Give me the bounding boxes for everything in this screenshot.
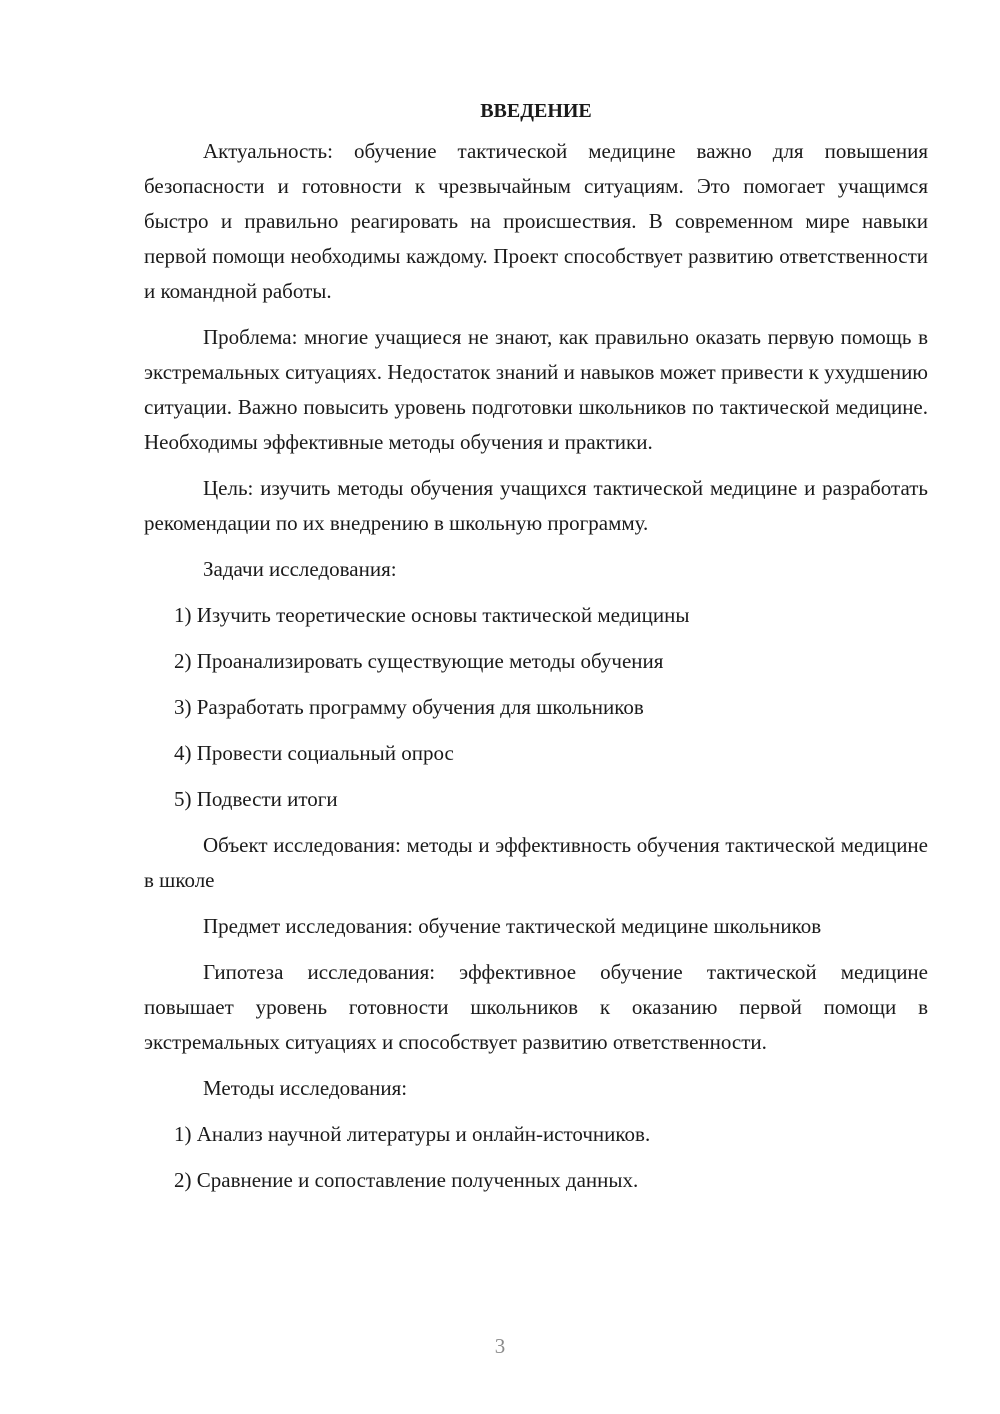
goal-paragraph: Цель: изучить методы обучения учащихся тактической медицине и разработать рекомендации по их внедрению в школьную программу. (144, 476, 928, 535)
object-paragraph: Объект исследования: методы и эффективность обучения тактической медицине в школе (144, 833, 928, 892)
subject-paragraph: Предмет исследования: обучение тактической медицине школьников (203, 914, 822, 938)
relevance-paragraph: Актуальность: обучение тактической медицине важно для повышения безопасности и готовности к чрезвычайным ситуациям. Это помогает учащимся быстро и правильно реагировать на происшествия. В современном мире навыки первой помощи необходимы каждому. Проект способствует развитию ответственности и командной работы. (144, 139, 928, 303)
methods-title: Методы исследования: (203, 1076, 408, 1100)
hypothesis-paragraph: Гипотеза исследования: эффективное обучение тактической медицине повышает уровень готовности школьников к оказанию первой помощи в экстремальных ситуациях и способствует развитию ответственности. (144, 960, 928, 1054)
task-item: 1) Изучить теоретические основы тактической медицины (174, 603, 690, 627)
task-item: 4) Провести социальный опрос (174, 741, 454, 765)
section-heading: ВВЕДЕНИЕ (480, 100, 592, 122)
problem-paragraph: Проблема: многие учащиеся не знают, как правильно оказать первую помощь в экстремальных ситуациях. Недостаток знаний и навыков может привести к ухудшению ситуации. Важно повысить уровень подготовки школьников по тактической медицине. Необходимы эффективные методы обучения и практики. (144, 325, 928, 454)
task-item: 5) Подвести итоги (174, 787, 338, 811)
page-number: 3 (494, 1334, 506, 1358)
tasks-title: Задачи исследования: (203, 557, 397, 581)
method-item: 2) Сравнение и сопоставление полученных данных. (174, 1168, 639, 1192)
task-item: 2) Проанализировать существующие методы обучения (174, 649, 664, 673)
method-item: 1) Анализ научной литературы и онлайн-источников. (174, 1122, 651, 1146)
page-content (144, 94, 928, 1209)
task-item: 3) Разработать программу обучения для школьников (174, 695, 644, 719)
